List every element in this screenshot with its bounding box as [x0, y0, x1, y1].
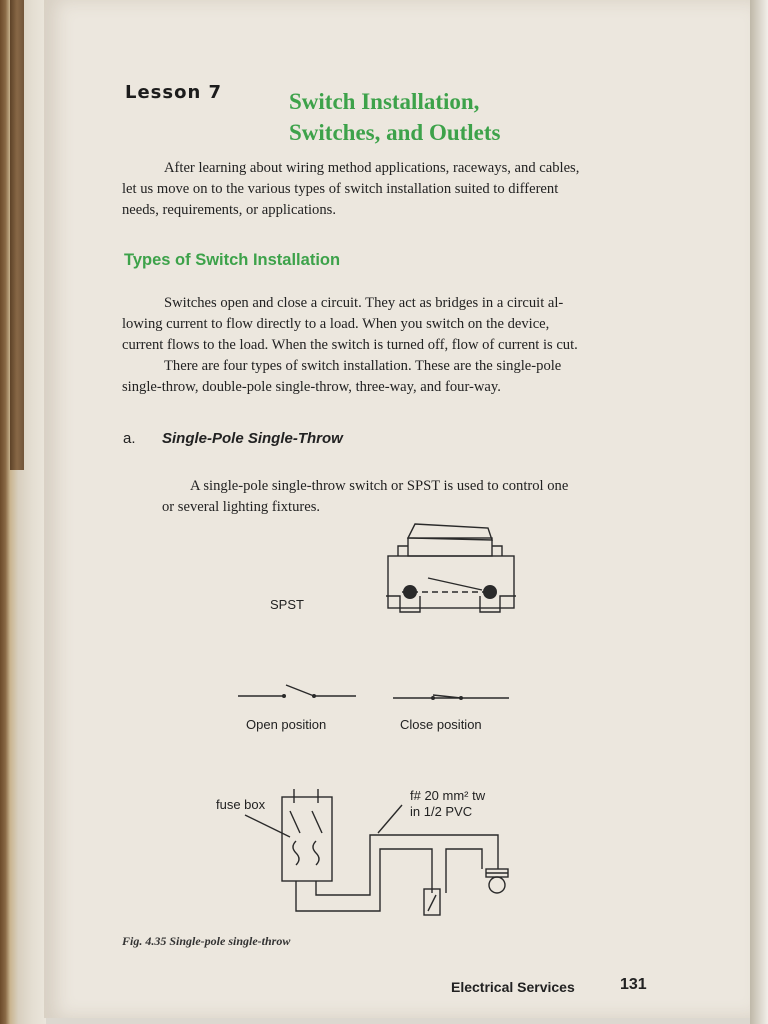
spst-switch-drawing — [380, 512, 530, 622]
terminal-left — [403, 585, 417, 599]
lesson-title-line2: Switches, and Outlets — [289, 120, 501, 145]
open-position-label: Open position — [246, 717, 327, 732]
intro-line: let us move on to the various types of switch installation suited to different — [122, 181, 559, 197]
subsection-line: A single-pole single-throw switch or SPST is used to control one — [190, 478, 569, 494]
fuse-box — [282, 797, 332, 881]
closed-switch-symbol — [391, 682, 516, 706]
lesson-title-line1: Switch Installation, — [289, 89, 480, 114]
section-line: current flows to the load. When the switch is turned off, flow of current is cut. — [122, 337, 578, 353]
open-switch-symbol — [236, 682, 361, 706]
subsection-letter: a. — [123, 430, 136, 447]
intro-line: needs, requirements, or applications. — [122, 202, 336, 218]
figure-caption: Fig. 4.35 Single-pole single-throw — [122, 934, 291, 948]
wire-spec-line1: f# 20 mm² tw — [410, 788, 486, 803]
footer-book-title: Electrical Services — [451, 979, 575, 995]
terminal-right — [483, 585, 497, 599]
section-line: Switches open and close a circuit. They act as bridges in a circuit al- — [164, 295, 564, 311]
close-position-label: Close position — [400, 717, 482, 732]
lesson-number: Lesson 7 — [125, 82, 223, 103]
page-edge — [750, 0, 768, 1024]
section-line: There are four types of switch installation. These are the single-pole — [164, 358, 562, 374]
page-number: 131 — [620, 976, 647, 993]
lesson-title — [289, 86, 501, 148]
section-line: lowing current to flow directly to a load. When you switch on the device, — [122, 316, 550, 332]
wire-spec-line2: in 1/2 PVC — [410, 804, 473, 819]
section-line: single-throw, double-pole single-throw, three-way, and four-way. — [122, 379, 501, 395]
spine-shadow — [10, 0, 24, 470]
section-heading: Types of Switch Installation — [124, 251, 341, 269]
spst-label: SPST — [270, 597, 304, 612]
subsection-line: or several lighting fixtures. — [162, 499, 321, 515]
intro-paragraph — [122, 158, 637, 221]
fuse-box-label: fuse box — [216, 797, 266, 812]
lamp-bulb — [489, 877, 505, 893]
subsection-title: Single-Pole Single-Throw — [162, 430, 343, 447]
intro-line: After learning about wiring method applications, raceways, and cables, — [164, 160, 580, 176]
wire-spec-label — [410, 788, 485, 820]
section-paragraph — [122, 293, 637, 398]
